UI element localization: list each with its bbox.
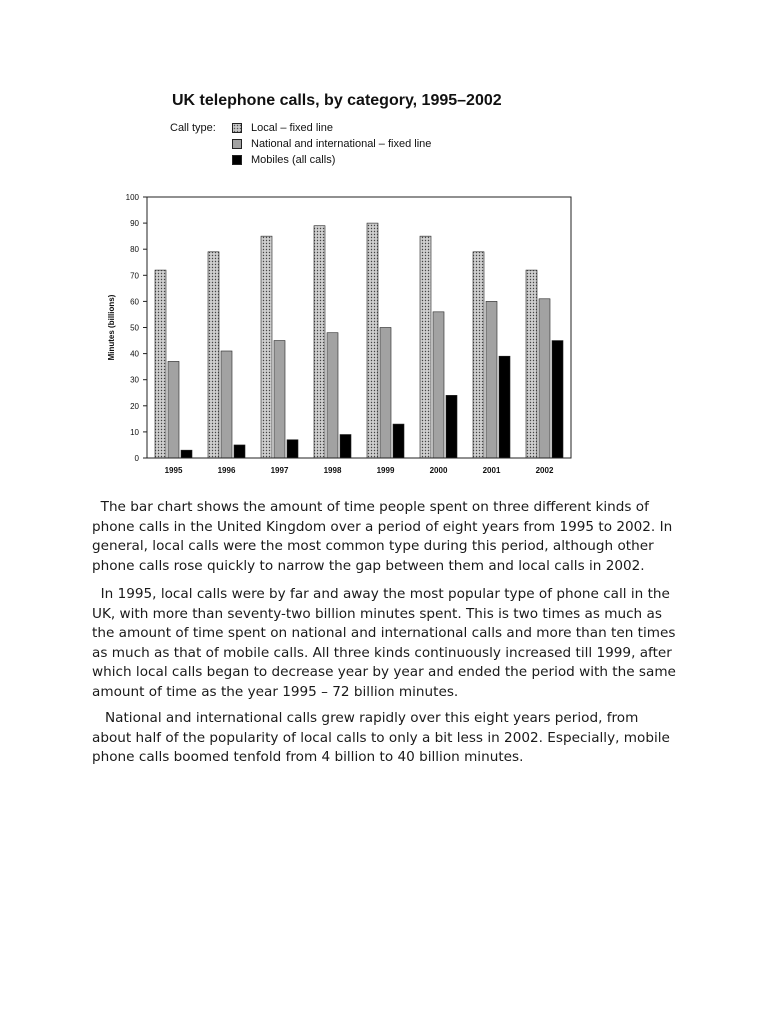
national-bar	[168, 361, 179, 458]
y-tick-label: 20	[130, 401, 139, 411]
legend-swatch-local	[232, 123, 242, 133]
y-tick-label: 40	[130, 349, 139, 359]
x-tick-label: 2001	[482, 466, 501, 475]
y-tick-label: 0	[134, 454, 139, 463]
national-bar	[221, 351, 232, 458]
legend-label-national: National and international – fixed line	[251, 138, 432, 150]
bar-chart	[100, 188, 580, 488]
y-tick-label: 100	[125, 193, 139, 202]
x-tick-label: 1998	[323, 466, 342, 475]
local-bar	[367, 223, 378, 458]
y-axis	[126, 193, 147, 463]
y-tick-label: 90	[130, 219, 139, 229]
legend-item-local	[232, 122, 333, 134]
y-tick-label: 60	[130, 297, 139, 307]
y-tick-label: 50	[130, 323, 139, 333]
y-tick-label: 10	[130, 427, 139, 437]
x-tick-label: 1997	[270, 466, 289, 475]
legend-label-local: Local – fixed line	[251, 122, 333, 134]
local-bar	[208, 252, 219, 458]
x-tick-label: 2000	[429, 466, 448, 475]
local-bar	[473, 252, 484, 458]
x-tick-label: 1999	[376, 466, 395, 475]
national-bar	[486, 301, 497, 458]
national-bar	[380, 328, 391, 459]
national-bar	[327, 333, 338, 458]
bars	[155, 223, 563, 458]
chart-title: UK telephone calls, by category, 1995–2002	[172, 92, 502, 109]
legend-heading: Call type:	[170, 122, 216, 134]
local-bar	[314, 226, 325, 458]
y-tick-label: 80	[130, 245, 139, 255]
legend-item-mobile	[232, 154, 335, 166]
mobile-bar	[552, 341, 563, 458]
paragraph-1: The bar chart shows the amount of time people spent on three different kinds of phone calls in the United Kingdom over a period of eight years from 1995 to 2002. In general, local calls were the most common type during this period, although other phone calls rose quickly to narrow the gap between them and local calls in 2002.	[92, 499, 673, 574]
national-bar	[433, 312, 444, 458]
local-bar	[155, 270, 166, 458]
paragraph-3: National and international calls grew rapidly over this eight years period, from about half of the popularity of local calls to only a bit less in 2002. Especially, mobile phone calls boomed tenfold from 4 billion to 40 billion minutes.	[92, 710, 670, 765]
legend-swatch-mobile	[232, 155, 242, 165]
mobile-bar	[446, 395, 457, 458]
local-bar	[420, 236, 431, 458]
local-bar	[261, 236, 272, 458]
x-axis	[165, 466, 554, 475]
x-tick-label: 1996	[217, 466, 236, 475]
x-tick-label: 2002	[535, 466, 554, 475]
legend-label-mobile: Mobiles (all calls)	[251, 154, 336, 166]
mobile-bar	[287, 440, 298, 458]
national-bar	[274, 341, 285, 458]
y-tick-label: 30	[130, 375, 139, 385]
y-tick-label: 70	[130, 271, 139, 281]
x-tick-label: 1995	[164, 466, 183, 475]
mobile-bar	[393, 424, 404, 458]
mobile-bar	[499, 356, 510, 458]
y-axis-label: Minutes (billions)	[107, 294, 116, 361]
legend-item-national	[232, 138, 431, 150]
local-bar	[526, 270, 537, 458]
mobile-bar	[181, 450, 192, 458]
legend-swatch-national	[232, 139, 242, 149]
national-bar	[539, 299, 550, 458]
mobile-bar	[340, 435, 351, 458]
mobile-bar	[234, 445, 245, 458]
paragraph-2: In 1995, local calls were by far and away the most popular type of phone call in the UK, with more than seventy-two billion minutes spent. This is two times as much as the amount of time spent on national and international calls and more than ten times as much as that of mobile calls. All three kinds continuously increased till 1999, after which local calls began to decrease year by year and ended the period with the same amount of time as the year 1995 – 72 billion minutes.	[92, 586, 676, 700]
